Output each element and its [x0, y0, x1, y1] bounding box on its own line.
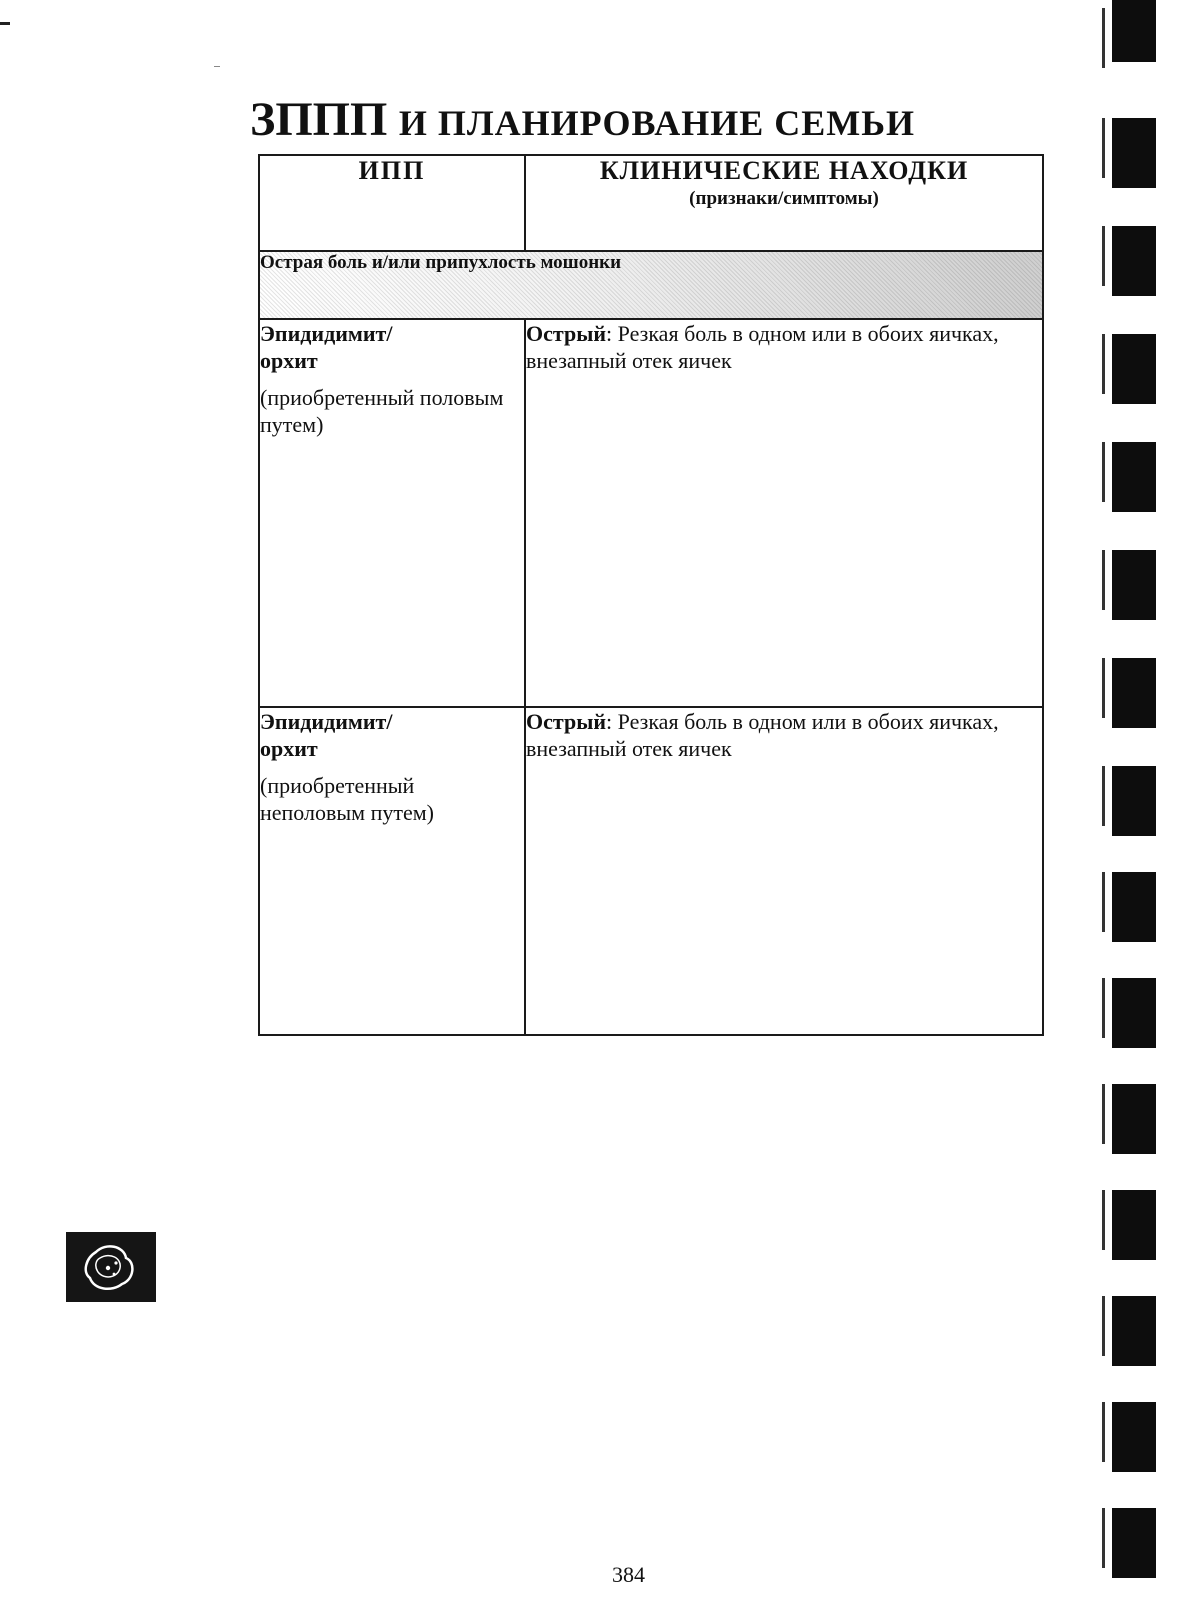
sti-note: (приобретенный половым путем) — [260, 385, 504, 437]
scan-dot — [214, 66, 220, 67]
binding-edge — [1102, 978, 1105, 1038]
binding-hole — [1112, 0, 1156, 62]
title-abbreviation: ЗППП — [250, 93, 388, 146]
binding-hole — [1112, 1296, 1156, 1366]
binding-edge — [1102, 1402, 1105, 1462]
binding-edge — [1102, 1508, 1105, 1568]
sti-cell — [259, 319, 525, 707]
sti-cell — [259, 707, 525, 1035]
binding-edge — [1102, 118, 1105, 178]
table-row — [259, 319, 1043, 707]
binding-edge — [1102, 442, 1105, 502]
binding-hole — [1112, 118, 1156, 188]
egg-cell-icon — [66, 1232, 156, 1302]
binding-edge — [1102, 1190, 1105, 1250]
binding-edge — [1102, 1296, 1105, 1356]
finding-label: Острый — [526, 709, 607, 734]
binding-hole — [1112, 872, 1156, 942]
binding-holes — [1096, 0, 1188, 1600]
finding-label: Острый — [526, 321, 607, 346]
table-row — [259, 707, 1043, 1035]
binding-hole — [1112, 766, 1156, 836]
binding-edge — [1102, 550, 1105, 610]
binding-hole — [1112, 1190, 1156, 1260]
binding-edge — [1102, 658, 1105, 718]
binding-hole — [1112, 978, 1156, 1048]
binding-edge — [1102, 226, 1105, 286]
header-sti: ИПП — [259, 155, 525, 251]
title-rest: И ПЛАНИРОВАНИЕ СЕМЬИ — [398, 103, 916, 143]
findings-cell — [525, 319, 1043, 707]
page-number: 384 — [612, 1562, 645, 1587]
finding-text: : Резкая боль в одном или в обоих яичках, внезапный отек яичек — [526, 709, 999, 761]
sti-name-line1: Эпидидимит/ — [260, 321, 393, 346]
findings-cell — [525, 707, 1043, 1035]
binding-hole — [1112, 442, 1156, 512]
finding-text: : Резкая боль в одном или в обоих яичках, внезапный отек яичек — [526, 321, 999, 373]
scan-corner-mark — [0, 22, 10, 25]
section-row — [259, 251, 1043, 319]
binding-edge — [1102, 1084, 1105, 1144]
sti-note: (приобретенный неполовым путем) — [260, 773, 434, 825]
table-header-row — [259, 155, 1043, 251]
binding-hole — [1112, 226, 1156, 296]
binding-hole — [1112, 1402, 1156, 1472]
header-clinical-findings-title: КЛИНИЧЕСКИЕ НАХОДКИ — [599, 156, 969, 185]
header-clinical-findings-subtitle: (признаки/симптомы) — [689, 188, 879, 209]
binding-hole — [1112, 334, 1156, 404]
binding-edge — [1102, 334, 1105, 394]
sti-name-line2: орхит — [260, 348, 318, 373]
binding-edge — [1102, 766, 1105, 826]
binding-hole — [1112, 1084, 1156, 1154]
header-clinical-findings — [525, 155, 1043, 251]
binding-hole — [1112, 658, 1156, 728]
binding-hole — [1112, 550, 1156, 620]
sti-findings-table — [258, 154, 1044, 1036]
section-title: Острая боль и/или припухлость мошонки — [259, 251, 1043, 319]
sti-name-line2: орхит — [260, 736, 318, 761]
page-title — [250, 92, 915, 147]
binding-hole — [1112, 1508, 1156, 1578]
binding-edge — [1102, 872, 1105, 932]
sti-name-line1: Эпидидимит/ — [260, 709, 393, 734]
binding-edge — [1102, 8, 1105, 68]
